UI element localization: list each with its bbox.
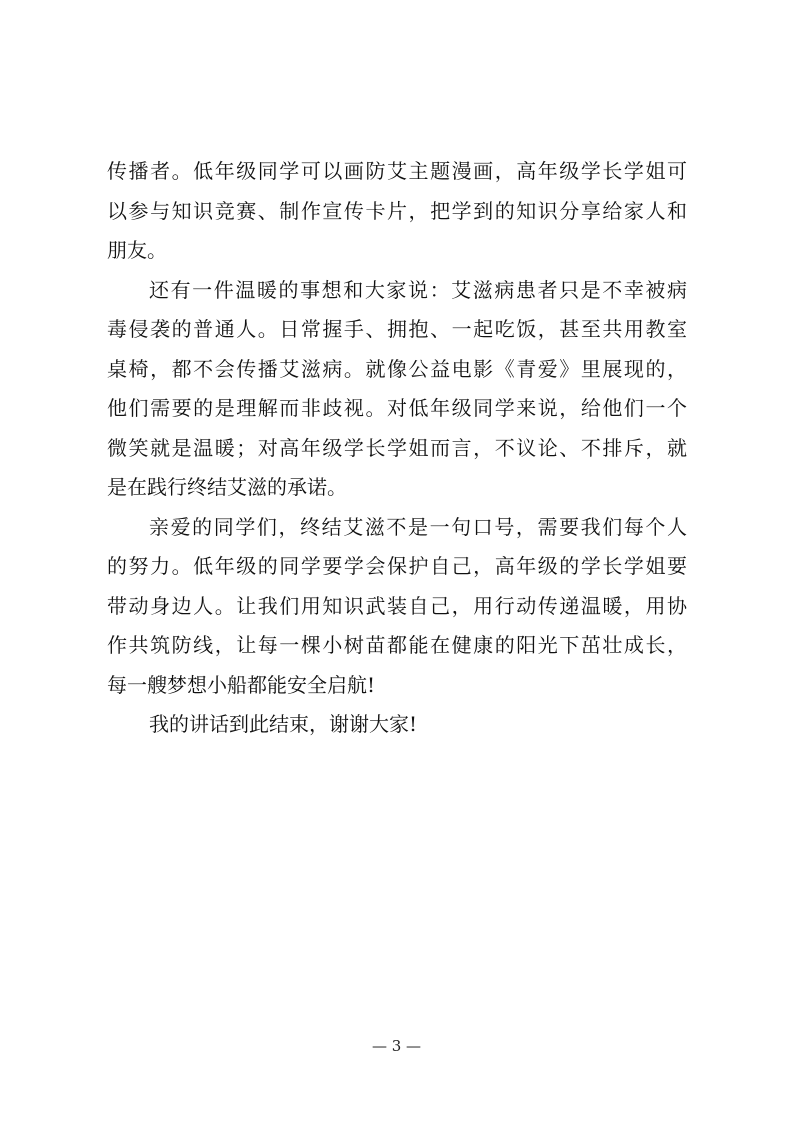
paragraph-1-line-3: 朋友。	[107, 238, 167, 262]
paragraph-2-line-6: 是在践行终结艾滋的承诺。	[107, 475, 347, 499]
body-text	[107, 152, 687, 745]
paragraph-3-line-5: 每一艘梦想小船都能安全启航!	[107, 672, 376, 697]
paragraph-4-line-1: 我的讲话到此结束，谢谢大家!	[149, 712, 418, 736]
paragraph-3-line-2: 的努力。低年级的同学要学会保护自己，高年级的学长学姐要	[107, 554, 687, 578]
paragraph-3-line-1: 亲爱的同学们，终结艾滋不是一句口号，需要我们每个人	[149, 514, 687, 539]
paragraph-3-line-4: 作共筑防线，让每一棵小树苗都能在健康的阳光下茁壮成长，	[107, 633, 687, 657]
paragraph-2-line-1: 还有一件温暖的事想和大家说：艾滋病患者只是不幸被病	[149, 277, 687, 302]
paragraph-1-line-1: 传播者。低年级同学可以画防艾主题漫画，高年级学长学姐可	[107, 159, 687, 183]
paragraph-2-line-5: 微笑就是温暖；对高年级学长学姐而言，不议论、不排斥，就	[107, 435, 687, 460]
paragraph-1-line-2: 以参与知识竞赛、制作宣传卡片，把学到的知识分享给家人和	[107, 198, 687, 223]
page-number: — 3 —	[371, 1037, 422, 1055]
paragraph-2-line-3: 桌椅，都不会传播艾滋病。就像公益电影《青爱》里展现的，	[107, 356, 687, 381]
paragraph-2-line-4: 他们需要的是理解而非歧视。对低年级同学来说，给他们一个	[107, 396, 687, 420]
paragraph-2-line-2: 毒侵袭的普通人。日常握手、拥抱、一起吃饭，甚至共用教室	[107, 317, 687, 341]
paragraph-3-line-3: 带动身边人。让我们用知识武装自己，用行动传递温暖，用协	[107, 593, 687, 618]
